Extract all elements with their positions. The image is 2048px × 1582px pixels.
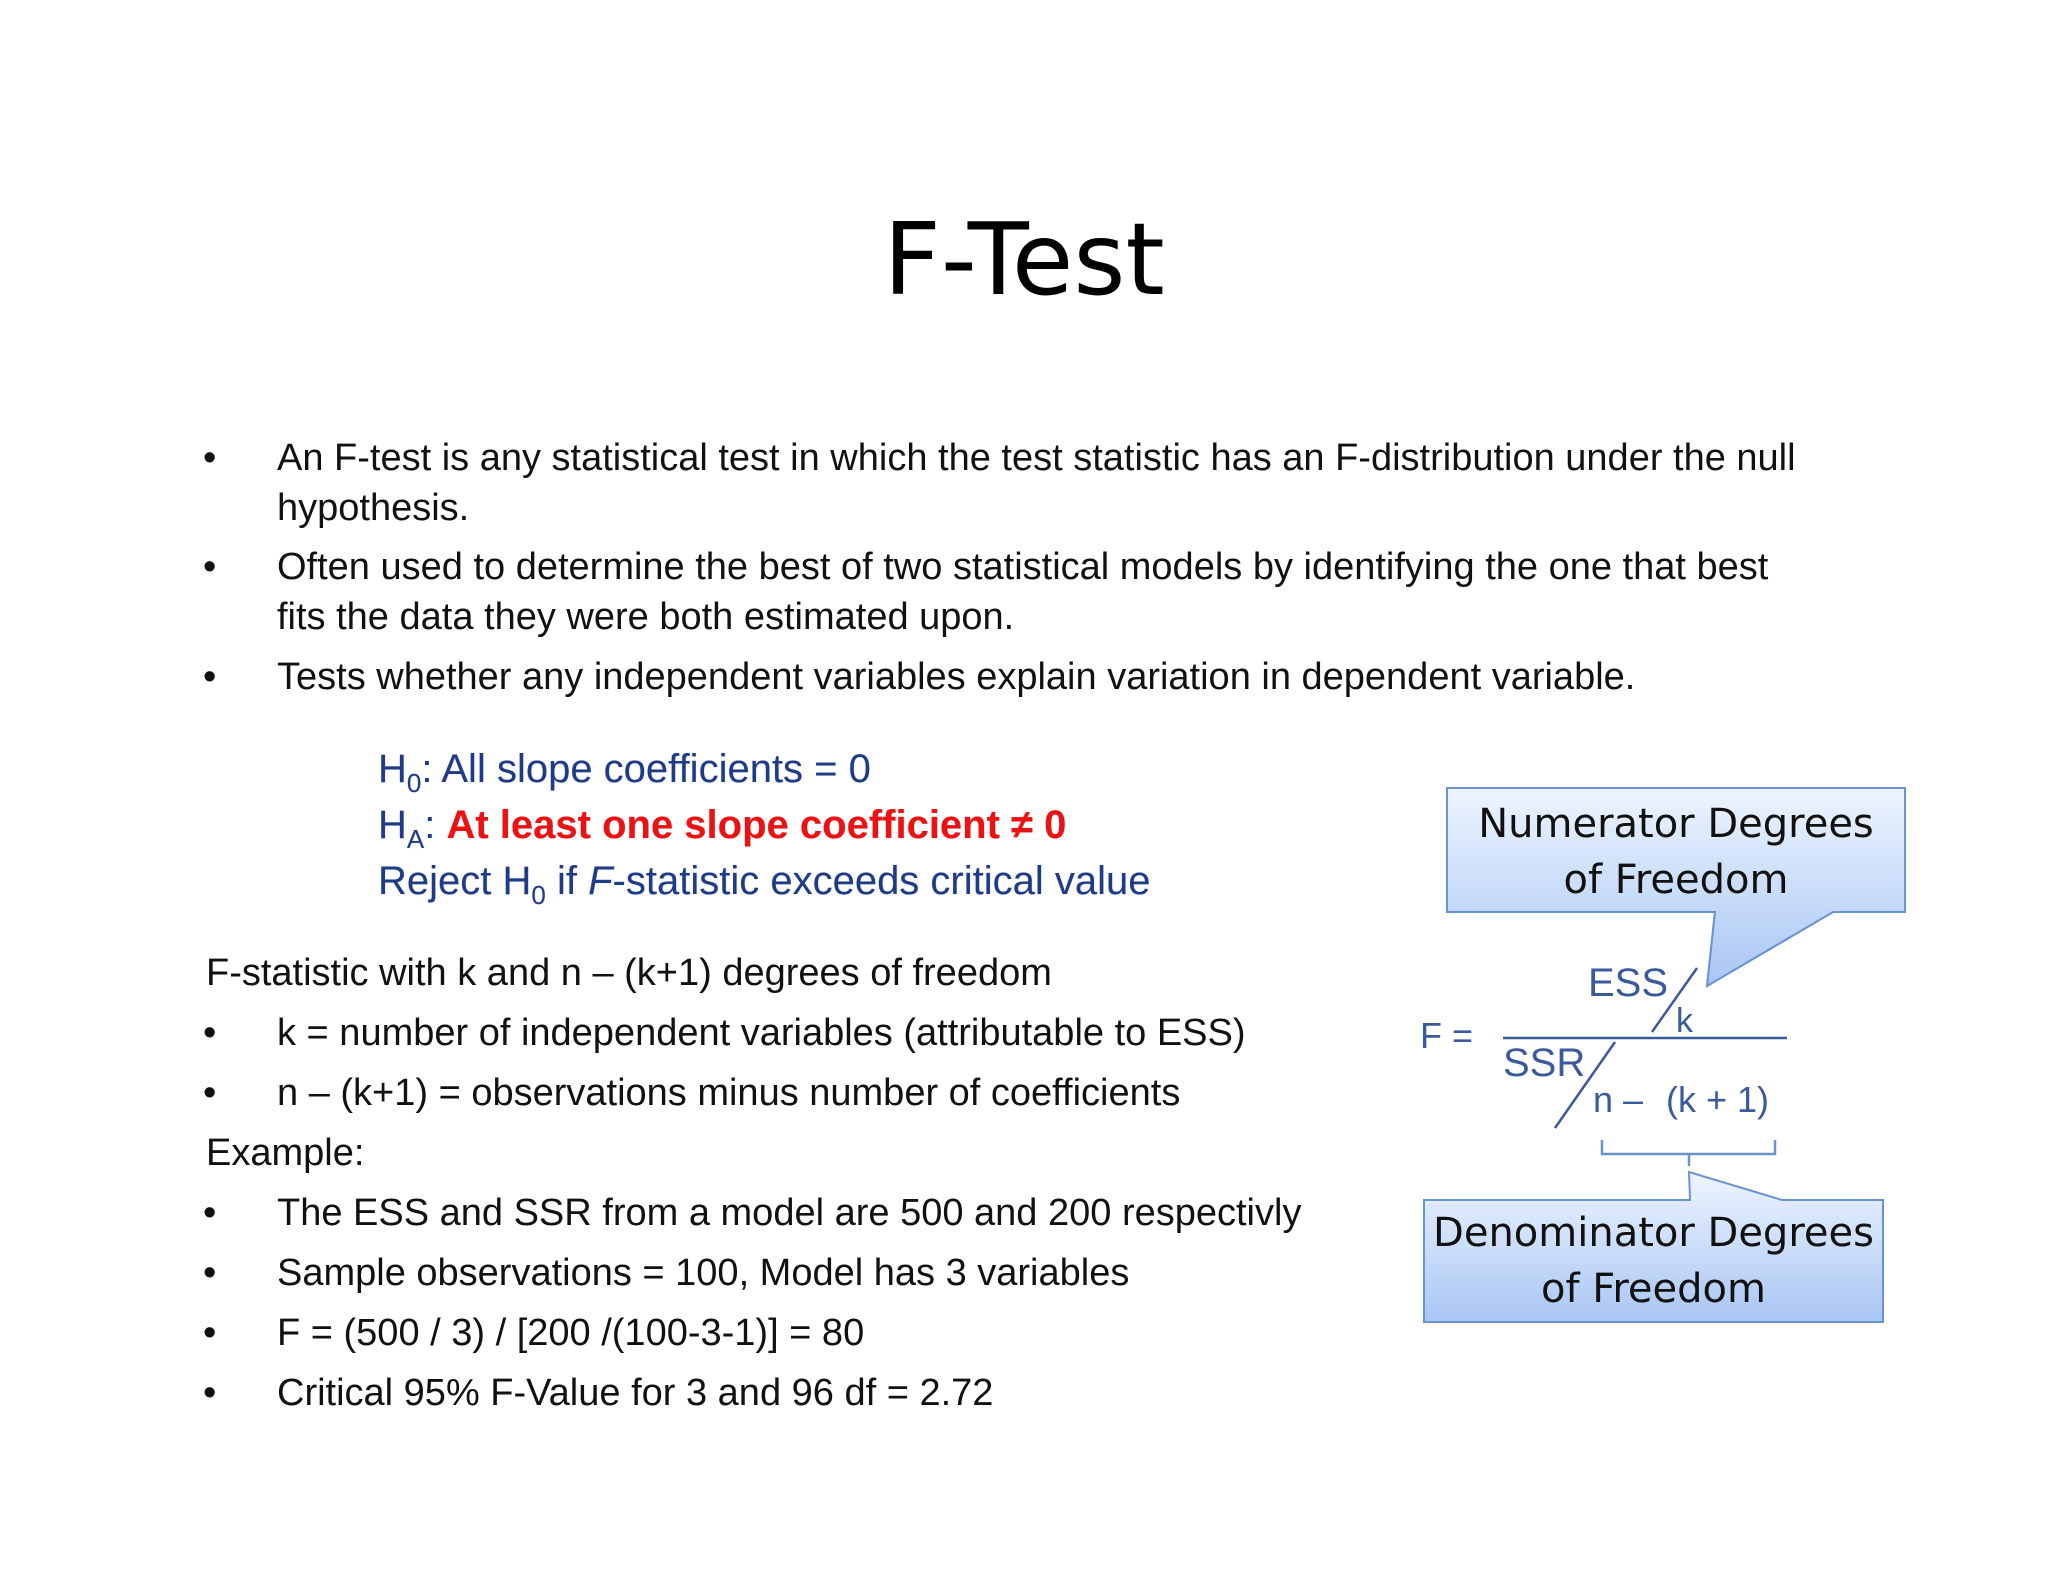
bullet-text: fits the data they were both estimated upon.	[277, 596, 1015, 638]
ha-subscript: A	[406, 824, 425, 854]
bullet-dot: •	[203, 656, 217, 698]
denominator-brace	[1602, 1140, 1775, 1166]
denominator-callout-line1: Denominator Degrees	[1433, 1210, 1874, 1256]
example-heading: Example:	[206, 1132, 365, 1174]
bullet-text: Sample observations = 100, Model has 3 variables	[277, 1252, 1130, 1294]
ha-text: At least one slope coefficient ≠ 0	[446, 803, 1067, 847]
bullet-text: n – (k+1) = observations minus number of coefficients	[277, 1072, 1181, 1114]
formula-ess: ESS	[1588, 961, 1669, 1005]
bullet-text: An F-test is any statistical test in which the test statistic has an F-distribution under the null	[277, 437, 1796, 479]
bullet-text: k = number of independent variables (attributable to ESS)	[277, 1012, 1246, 1054]
formula-ssr: SSR	[1503, 1041, 1586, 1085]
formula-n-minus: n –	[1593, 1079, 1644, 1120]
reject-suffix: -statistic exceeds critical value	[612, 859, 1151, 903]
bullet-dot: •	[203, 437, 217, 479]
h0-text: : All slope coefficients = 0	[421, 747, 871, 791]
reject-prefix: Reject H	[378, 859, 532, 903]
numerator-callout-line2: of Freedom	[1563, 857, 1789, 903]
denominator-callout	[1424, 1200, 1883, 1322]
bullet-dot: •	[203, 1372, 217, 1414]
bullet-dot: •	[203, 1192, 217, 1234]
formula-k: k	[1676, 1002, 1693, 1040]
bullet-dot: •	[203, 1012, 217, 1054]
bullet-dot: •	[203, 1072, 217, 1114]
df-heading: F-statistic with k and n – (k+1) degrees of freedom	[206, 952, 1052, 994]
reject-italic-f: F	[588, 859, 613, 903]
bullet-dot: •	[203, 546, 217, 588]
formula-lhs: F =	[1420, 1015, 1474, 1056]
bullet-text: Tests whether any independent variables explain variation in dependent variable.	[277, 656, 1636, 698]
h0-label: H	[378, 747, 407, 791]
bullet-text: hypothesis.	[277, 487, 470, 529]
bullet-dot: •	[203, 1252, 217, 1294]
bullet-text: Often used to determine the best of two statistical models by identifying the one that best	[277, 546, 1769, 588]
bullet-text: F = (500 / 3) / [200 /(100-3-1)] = 80	[277, 1312, 865, 1354]
reject-mid: if	[545, 859, 589, 903]
h0-subscript: 0	[406, 768, 422, 798]
bullet-dot: •	[203, 1312, 217, 1354]
formula-k-plus-1: (k + 1)	[1666, 1079, 1770, 1120]
formula-group	[1420, 961, 1787, 1128]
reject-subscript: 0	[531, 880, 546, 910]
ha-label: H	[378, 803, 407, 847]
denominator-callout-line2: of Freedom	[1541, 1266, 1766, 1312]
ha-separator: :	[424, 803, 447, 847]
slide-title: F-Test	[883, 201, 1165, 318]
numerator-callout-line1: Numerator Degrees	[1478, 801, 1874, 847]
numerator-callout	[1447, 788, 1905, 912]
bullet-text: Critical 95% F-Value for 3 and 96 df = 2.72	[277, 1372, 994, 1414]
bullet-text: The ESS and SSR from a model are 500 and 200 respectivly	[277, 1192, 1302, 1234]
